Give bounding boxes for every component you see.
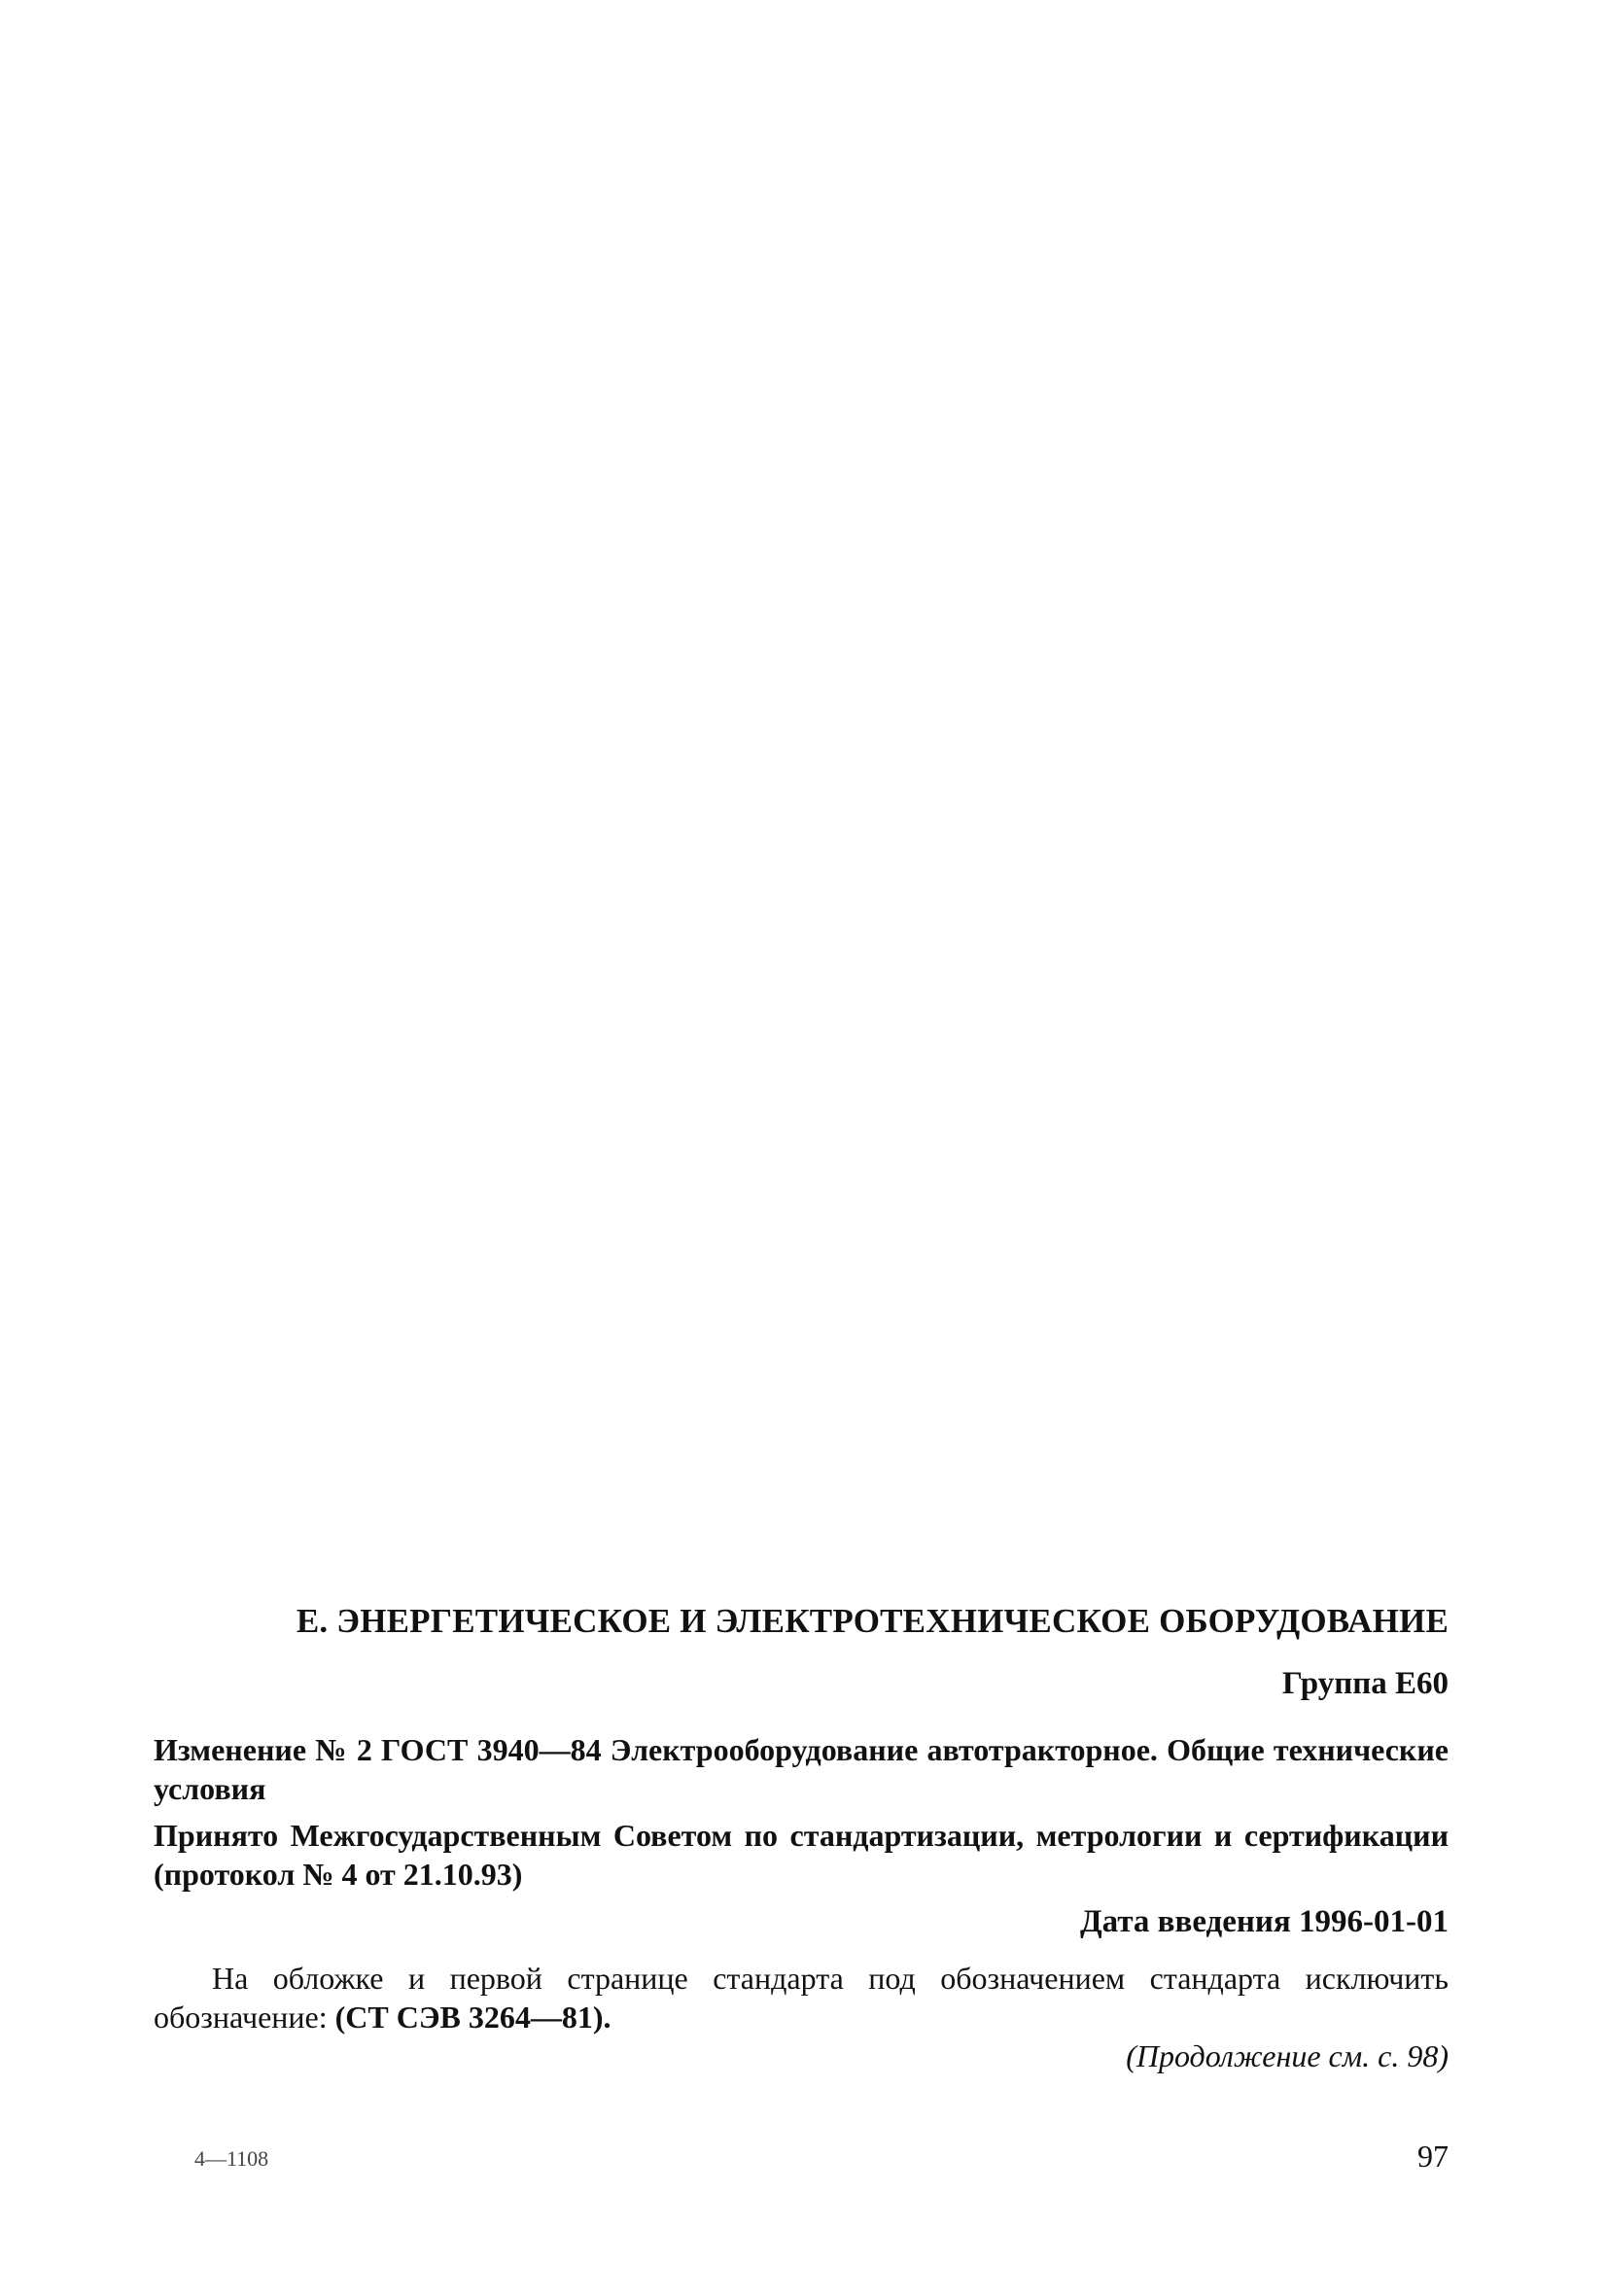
acceptance-note: Принято Межгосударственным Советом по стандартизации, метрологии и сертификации (протокол № 4 от 21.10.93) bbox=[154, 1818, 1449, 1892]
continuation-note: (Продолжение см. с. 98) bbox=[1126, 2038, 1449, 2073]
footer-code: 4—1108 bbox=[194, 2146, 269, 2171]
page-number: 97 bbox=[1417, 2139, 1449, 2174]
change-title: Изменение № 2 ГОСТ 3940—84 Электрооборудование автотракторное. Общие технические условия bbox=[154, 1732, 1449, 1806]
introduction-date: Дата введения 1996-01-01 bbox=[1079, 1904, 1449, 1939]
body-text: На обложке и первой странице стандарта под обозначением стандарта исключить обозначение: bbox=[154, 1961, 1449, 2035]
body-paragraph bbox=[154, 1959, 1449, 2036]
standard-reference: (СТ СЭВ 3264—81). bbox=[334, 2000, 611, 2035]
section-header: Е. ЭНЕРГЕТИЧЕСКОЕ И ЭЛЕКТРОТЕХНИЧЕСКОЕ ОБОРУДОВАНИЕ bbox=[296, 1602, 1449, 1640]
group-code: Группа Е60 bbox=[1281, 1666, 1449, 1701]
